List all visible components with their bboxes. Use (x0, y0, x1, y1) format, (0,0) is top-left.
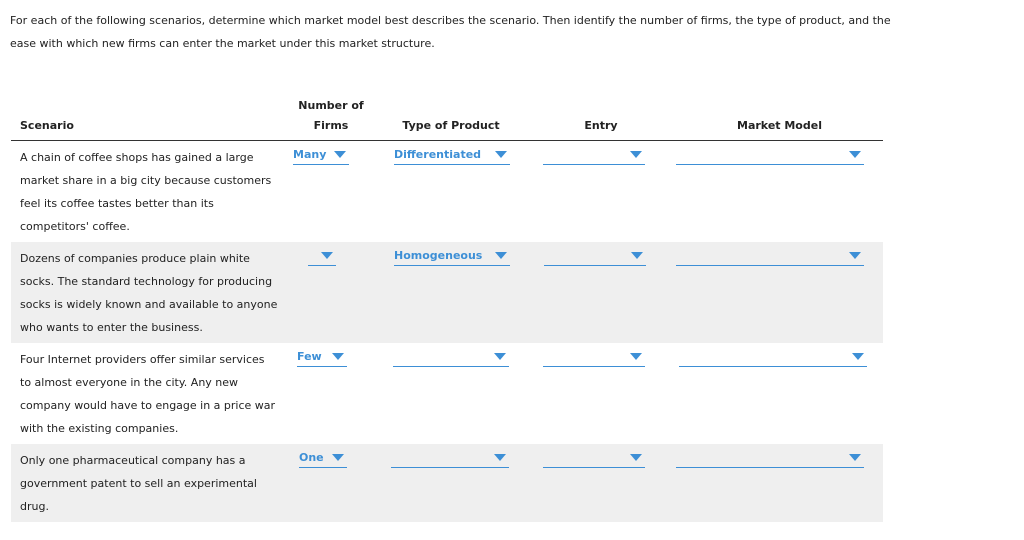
market-model-dropdown[interactable] (679, 348, 867, 367)
triangle-down-icon (334, 151, 346, 158)
firms-dropdown[interactable] (308, 247, 336, 266)
firms-cell (286, 343, 376, 444)
firms-dropdown[interactable] (293, 146, 349, 165)
header-firms-line1: Number of (298, 99, 364, 112)
model-cell (676, 141, 883, 243)
firms-selected-value: Many (293, 148, 327, 161)
table-row (11, 141, 883, 243)
table-row (11, 242, 883, 343)
triangle-down-icon (630, 151, 642, 158)
product-selected-value: Differentiated (394, 148, 482, 161)
firms-cell (286, 444, 376, 522)
table-header-row (11, 96, 883, 141)
product-cell (376, 141, 526, 243)
triangle-down-icon (332, 353, 344, 360)
product-dropdown[interactable] (393, 348, 509, 367)
product-selected-value: Homogeneous (394, 249, 483, 262)
firms-selected-value: Few (297, 350, 322, 363)
triangle-down-icon (494, 353, 506, 360)
entry-dropdown[interactable] (543, 146, 645, 165)
instructions: For each of the following scenarios, determine which market model best describes the scenario. Then identify the number of firms, the type of product, and the ease with which new firms can enter the market under this market structure. (10, 14, 891, 50)
model-cell (676, 444, 883, 522)
triangle-down-icon (495, 151, 507, 158)
product-cell (376, 242, 526, 343)
triangle-down-icon (630, 454, 642, 461)
triangle-down-icon (849, 151, 861, 158)
product-dropdown[interactable] (394, 146, 510, 165)
entry-cell (526, 242, 676, 343)
entry-cell (526, 343, 676, 444)
scenario-text: Four Internet providers offer similar services to almost everyone in the city. Any new company would have to engage in a price war with the existing companies. (20, 353, 276, 435)
triangle-down-icon (321, 252, 333, 259)
product-cell (376, 444, 526, 522)
market-model-dropdown[interactable] (676, 247, 864, 266)
model-cell (676, 343, 883, 444)
entry-dropdown[interactable] (543, 449, 645, 468)
table-row (11, 343, 883, 444)
header-firms-line2: Firms (313, 119, 349, 132)
table-row (11, 444, 883, 522)
triangle-down-icon (852, 353, 864, 360)
header-entry: Entry (526, 96, 676, 141)
entry-dropdown[interactable] (543, 348, 645, 367)
product-dropdown[interactable] (391, 449, 509, 468)
header-number-of-firms (286, 96, 376, 141)
triangle-down-icon (631, 252, 643, 259)
market-model-dropdown[interactable] (676, 146, 864, 165)
scenario-text: Only one pharmaceutical company has a government patent to sell an experimental drug. (11, 444, 286, 522)
firms-selected-value: One (299, 451, 324, 464)
entry-cell (526, 444, 676, 522)
triangle-down-icon (849, 454, 861, 461)
triangle-down-icon (332, 454, 344, 461)
header-type-of-product: Type of Product (376, 96, 526, 141)
header-scenario: Scenario (11, 96, 286, 141)
firms-dropdown[interactable] (297, 348, 347, 367)
firms-dropdown[interactable] (299, 449, 347, 468)
firms-cell (286, 141, 376, 243)
triangle-down-icon (495, 252, 507, 259)
triangle-down-icon (849, 252, 861, 259)
entry-dropdown[interactable] (544, 247, 646, 266)
header-market-model: Market Model (676, 96, 883, 141)
entry-cell (526, 141, 676, 243)
market-model-dropdown[interactable] (676, 449, 864, 468)
firms-cell (286, 242, 376, 343)
scenario-table (11, 96, 883, 522)
scenario-text: A chain of coffee shops has gained a large market share in a big city because customers feel its coffee tastes better than its competitors' coffee. (20, 151, 272, 233)
triangle-down-icon (630, 353, 642, 360)
model-cell (676, 242, 883, 343)
product-cell (376, 343, 526, 444)
triangle-down-icon (494, 454, 506, 461)
product-dropdown[interactable] (394, 247, 510, 266)
scenario-text: Dozens of companies produce plain white socks. The standard technology for producing socks is widely known and available to anyone who wants to enter the business. (11, 242, 286, 343)
